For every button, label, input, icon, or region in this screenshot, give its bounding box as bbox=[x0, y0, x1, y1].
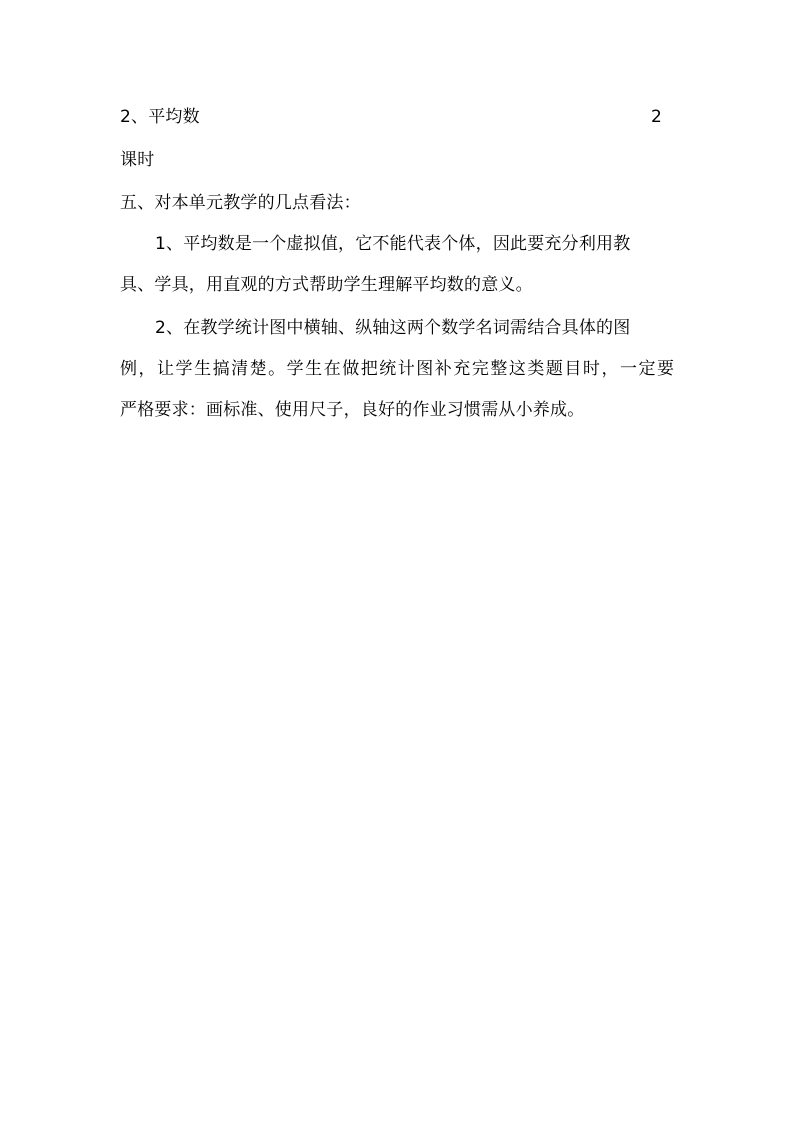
section-heading: 五、对本单元教学的几点看法： bbox=[120, 193, 361, 213]
paragraph-2-line-2: 例，让学生搞清楚。学生在做把统计图补充完整这类题目时，一定要 bbox=[120, 359, 674, 379]
paragraph-2-line-3: 严格要求：画标准、使用尺子，良好的作业习惯需从小养成。 bbox=[120, 400, 585, 420]
class-hours-number: 2 bbox=[651, 107, 663, 127]
section-item-label: 2、平均数 bbox=[120, 107, 200, 127]
paragraph-2-line-1: 2、在教学统计图中横轴、纵轴这两个数学名词需结合具体的图 bbox=[155, 318, 631, 338]
paragraph-1-line-2: 具、学具，用直观的方式帮助学生理解平均数的意义。 bbox=[120, 275, 533, 295]
paragraph-1-line-1: 1、平均数是一个虚拟值，它不能代表个体，因此要充分利用教 bbox=[155, 234, 631, 254]
class-hours-unit: 课时 bbox=[120, 150, 155, 170]
